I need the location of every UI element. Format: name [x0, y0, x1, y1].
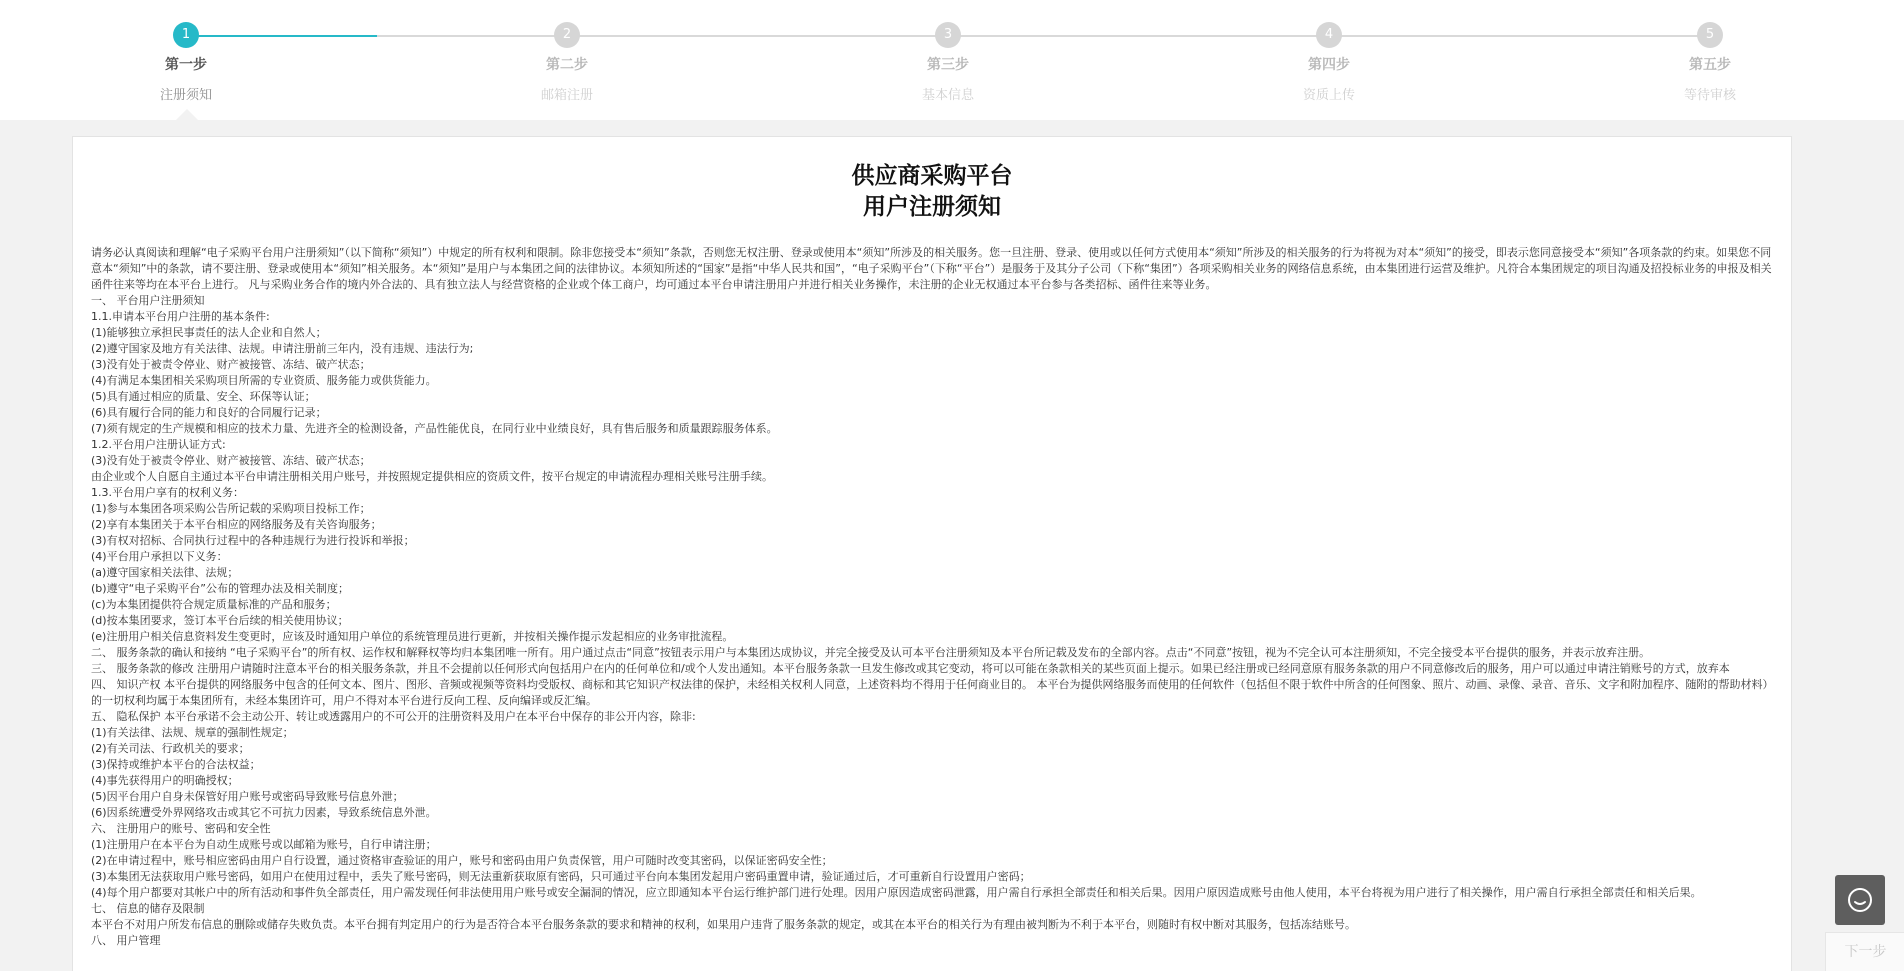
step-subtitle: 邮箱注册	[540, 88, 593, 103]
step-progress-header	[0, 0, 1904, 120]
agreement-paragraph: (4)有满足本集团相关采购项目所需的专业资质、服务能力或供货能力。	[91, 374, 437, 387]
agreement-paragraph: (3)没有处于被责令停业、财产被接管、冻结、破产状态；	[91, 358, 371, 371]
agreement-paragraph: (5)因平台用户自身未保管好用户账号或密码导致账号信息外泄；	[91, 790, 404, 803]
step-title: 第一步	[165, 57, 207, 73]
step-5	[1650, 22, 1770, 103]
step-4	[1269, 22, 1389, 103]
agreement-paragraph: (2)有关司法、行政机关的要求；	[91, 742, 250, 755]
step-title: 第四步	[1308, 57, 1350, 73]
agreement-paragraph: 由企业或个人自愿自主通过本平台申请注册相关用户账号，并按照规定提供相应的资质文件，按平台规定的申请流程办理相关账号注册手续。	[91, 470, 773, 483]
step-subtitle: 等待审核	[1683, 88, 1736, 103]
agreement-paragraph: (1)注册用户在本平台为自动生成账号或以邮箱为账号，自行申请注册；	[91, 838, 437, 851]
step-title: 第三步	[927, 57, 969, 73]
agreement-paragraph: 二、 服务条款的确认和接纳 “电子采购平台”的所有权、运作权和解释权等均归本集团唯一所有。用户通过点击“同意”按钮表示用户与本集团达成协议，并完全接受及认可本平台注册须知及本平台所记载及发布的全部内容。点击“不同意”按钮，视为不完全认可本注册须知，不完全接受本平台提供的服务，并表示放弃注册。	[91, 646, 1651, 659]
step-number: 1	[173, 22, 199, 48]
agreement-paragraph: (2)享有本集团关于本平台相应的网络服务及有关咨询服务；	[91, 518, 382, 531]
agreement-paragraph: 一、 平台用户注册须知	[91, 294, 205, 307]
next-step-button[interactable]: 下一步	[1825, 932, 1904, 971]
agreement-paragraph: 四、 知识产权 本平台提供的网络服务中包含的任何文本、图片、图形、音频或视频等资料均受版权、商标和其它知识产权法律的保护，未经相关权利人同意，上述资料均不得用于任何商业目的。 本平台为提供网络服务而使用的任何软件（包括但不限于软件中所含的任何图象、照片、动画、录像、录音、音乐、文字和附加程序、随附的帮助材料）的一切权利均属于本集团所有，未经本集团许可，用户不得对本平台进行反向工程、反向编译或反汇编。	[91, 678, 1768, 707]
document-title-line2: 用户注册须知	[863, 194, 1001, 220]
agreement-paragraph: 1.2.平台用户注册认证方式:	[91, 438, 226, 451]
agreement-paragraph: (3)没有处于被责令停业、财产被接管、冻结、破产状态；	[91, 454, 371, 467]
agreement-paragraph: 三、 服务条款的修改 注册用户请随时注意本平台的相关服务条款，并且不会提前以任何形式向包括用户在内的任何单位和/或个人发出通知。本平台服务条款一旦发生修改或其它变动，将可以可能在条款相关的某些页面上提示。如果已经注册或已经同意原有服务条款的用户不同意修改后的服务，用户可以通过申请注销账号的方式，放弃本	[91, 662, 1730, 675]
agreement-paragraph: 1.1.申请本平台用户注册的基本条件:	[91, 310, 270, 323]
agreement-paragraph: (4)事先获得用户的明确授权；	[91, 774, 239, 787]
document-title	[73, 161, 1791, 223]
agreement-paragraph: (3)保持或维护本平台的合法权益；	[91, 758, 261, 771]
agreement-paragraph: (5)具有通过相应的质量、安全、环保等认证；	[91, 390, 316, 403]
agreement-paragraph: (1)有关法律、法规、规章的强制性规定；	[91, 726, 294, 739]
agreement-paragraph: (3)本集团无法获取用户账号密码，如用户在使用过程中，丢失了账号密码，则无法重新获取原有密码，只可通过平台向本集团发起用户密码重置申请，验证通过后，才可重新自行设置用户密码；	[91, 870, 1031, 883]
document-title-line1: 供应商采购平台	[851, 163, 1013, 189]
active-step-pointer	[176, 109, 198, 120]
agreement-paragraph: 八、 用户管理	[91, 934, 161, 947]
customer-service-button[interactable]	[1835, 875, 1885, 925]
step-number: 4	[1316, 22, 1342, 48]
agreement-paragraph: (1)参与本集团各项采购公告所记载的采购项目投标工作；	[91, 502, 371, 515]
agreement-paragraph: (1)能够独立承担民事责任的法人企业和自然人；	[91, 326, 327, 339]
agreement-paragraph: (4)每个用户都要对其帐户中的所有活动和事件负全部责任，用户需发现任何非法使用用户账号或安全漏洞的情况，应立即通知本平台运行维护部门进行处理。因用户原因造成密码泄露，用户需自行承担全部责任和相关后果。因用户原因造成账号由他人使用，本平台将视为用户进行了相关操作，用户需自行承担全部责任和相关后果。	[91, 886, 1702, 899]
step-number: 2	[554, 22, 580, 48]
step-3	[888, 22, 1008, 103]
step-title: 第五步	[1689, 57, 1731, 73]
agreement-paragraph: (7)须有规定的生产规模和相应的技术力量、先进齐全的检测设备，产品性能优良，在同行业中业绩良好，具有售后服务和质量跟踪服务体系。	[91, 422, 778, 435]
agreement-paragraph: (3)有权对招标、合同执行过程中的各种违规行为进行投诉和举报；	[91, 534, 415, 547]
agreement-paragraph: (d)按本集团要求，签订本平台后续的相关使用协议；	[91, 614, 349, 627]
agreement-paragraph: 六、 注册用户的账号、密码和安全性	[91, 822, 271, 835]
step-2	[507, 22, 627, 103]
agreement-paragraph: 1.3.平台用户享有的权利义务：	[91, 486, 244, 499]
step-subtitle: 注册须知	[159, 88, 212, 103]
agreement-paragraph: 本平台不对用户所发布信息的删除或储存失败负责。本平台拥有判定用户的行为是否符合本平台服务条款的要求和精神的权利，如果用户违背了服务条款的规定，或其在本平台的相关行为有理由被判断为不利于本平台，则随时有权中断对其服务，包括冻结账号。	[91, 918, 1356, 931]
step-subtitle: 基本信息	[921, 88, 974, 103]
agreement-paragraph: 七、 信息的储存及限制	[91, 902, 205, 915]
agreement-paragraph: (a)遵守国家相关法律、法规；	[91, 566, 239, 579]
step-title: 第二步	[546, 57, 588, 73]
agreement-paragraph: 请务必认真阅读和理解“电子采购平台用户注册须知”（以下简称“须知”）中规定的所有权利和限制。除非您接受本“须知”条款，否则您无权注册、登录或使用本“须知”所涉及的相关服务。您一旦注册、登录、使用或以任何方式使用本“须知”所涉及的相关服务的行为将视为对本“须知”的接受，即表示您同意接受本“须知”各项条款的约束。如果您不同意本“须知”中的条款，请不要注册、登录或使用本“须知”相关服务。本“须知”是用户与本集团之间的法律协议。本须知所述的“国家”是指“中华人民共和国”，“电子采购平台”（下称“平台”）是服务于及其分子公司（下称“集团”）各项采购相关业务的网络信息系统，由本集团进行运营及维护。凡符合本集团规定的项目沟通及招投标业务的申报及相关函件往来等均在本平台上进行。 凡与采购业务合作的境内外合法的、具有独立法人与经营资格的企业或个体工商户，均可通过本平台申请注册用户并进行相关业务操作，未注册的企业无权通过本平台参与各类招标、函件往来等业务。	[91, 246, 1772, 291]
agreement-text	[91, 245, 1773, 949]
agreement-paragraph: 五、 隐私保护 本平台承诺不会主动公开、转让或透露用户的不可公开的注册资料及用户在本平台中保存的非公开内容，除非:	[91, 710, 696, 723]
step-1	[126, 22, 246, 103]
agreement-paragraph: (6)具有履行合同的能力和良好的合同履行记录；	[91, 406, 327, 419]
chat-bubble-icon	[1845, 885, 1875, 915]
agreement-paragraph: (c)为本集团提供符合规定质量标准的产品和服务；	[91, 598, 337, 611]
agreement-paragraph: (6)因系统遭受外界网络攻击或其它不可抗力因素，导致系统信息外泄。	[91, 806, 437, 819]
agreement-paragraph: (4)平台用户承担以下义务：	[91, 550, 228, 563]
agreement-panel[interactable]	[72, 136, 1792, 971]
agreement-paragraph: (b)遵守“电子采购平台”公布的管理办法及相关制度；	[91, 582, 349, 595]
agreement-paragraph: (2)遵守国家及地方有关法律、法规。申请注册前三年内，没有违规、违法行为;	[91, 342, 474, 355]
agreement-paragraph: (e)注册用户相关信息资料发生变更时，应该及时通知用户单位的系统管理员进行更新，并按相关操作提示发起相应的业务审批流程。	[91, 630, 734, 643]
step-number: 3	[935, 22, 961, 48]
step-number: 5	[1697, 22, 1723, 48]
agreement-paragraph: (2)在申请过程中，账号相应密码由用户自行设置，通过资格审查验证的用户，账号和密码由用户负责保管，用户可随时改变其密码，以保证密码安全性；	[91, 854, 833, 867]
step-subtitle: 资质上传	[1302, 88, 1355, 103]
